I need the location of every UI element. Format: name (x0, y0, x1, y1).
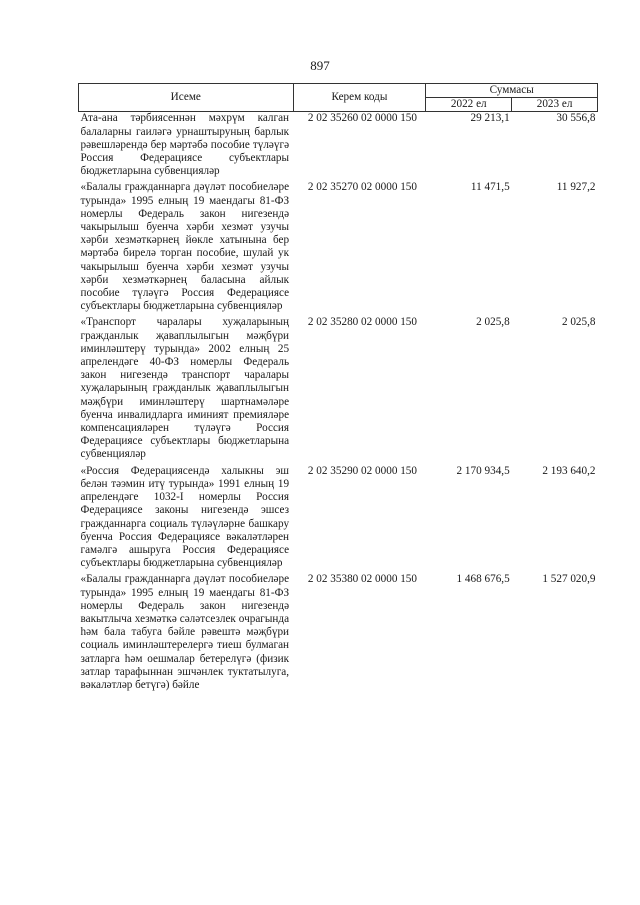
row-value-2023: 2 025,8 (561, 316, 596, 329)
header-code: Керем коды (293, 84, 426, 112)
row-value-2023: 2 193 640,2 (542, 464, 596, 477)
row-name: «Россия Федерациясендә халыкны эш белән тәэмин итү турында» 1991 елның 19 апрелендәге 1032-I номерлы Россия Федерациясе законы нигезендә эшсез гражданнарга социаль түләүләрне башкару буенча Россия Федерациясе вәкаләтләрен гамәлгә ашыруга Россия Федерациясе субъектлары бюджетларына субвенцияләр (80, 464, 290, 570)
row-name: «Транспорт чаралары хуҗаларының гражданлык җаваплылыгын мәҗбүри иминләштерү турында» 2002 елның 25 апрелендәге 40-ФЗ номерлы Федераль закон нигезендә транспорт чаралары хуҗаларының гражданлык җаваплылыгын мәҗбүри иминләштерү шартнамәләре буенча инвалидларга иминият премияләре компенсацияләрен түләүгә Россия Федерациясе субъектлары бюджетларына субвенцияләр (80, 316, 290, 461)
row-code: 2 02 35290 02 0000 150 (307, 464, 417, 477)
header-sums: Суммасы (426, 84, 598, 98)
row-name: Ата-ана тәрбиясеннән мәхрүм калган балаларны гаиләгә урнаштыруның барлык рәвешләрендә бер мәртәбә пособие түләүгә Россия Федерациясе субъектлары бюджетларына субвенцияләр (80, 112, 290, 178)
row-value-2022: 2 170 934,5 (456, 464, 510, 477)
row-value-2022: 1 468 676,5 (456, 573, 510, 586)
table-row (79, 112, 598, 182)
row-value-2023: 11 927,2 (556, 181, 596, 194)
header-name: Исеме (79, 84, 294, 112)
header-year-2023: 2023 ел (512, 98, 598, 112)
row-code: 2 02 35380 02 0000 150 (307, 573, 417, 586)
row-name: «Балалы гражданнарга дәүләт пособиеләре турында» 1995 елның 19 маендагы 81-ФЗ номерлы Федераль закон нигезендә чакырылыш буенча хәрби хезмәт узучы хәрби хезмәткәрнең йөкле хатынына бер мәртәбә бирелә торган пособие, шулай ук чакырылыш буенча хәрби хезмәт узучы хәрби хезмәткәрнең баласына айлык пособие түләүгә Россия Федерациясе субъектлары бюджетларына субвенцияләр (80, 181, 290, 313)
table-row (79, 465, 598, 574)
row-value-2022: 2 025,8 (476, 316, 510, 329)
budget-table (78, 83, 598, 695)
table-row (79, 316, 598, 464)
row-code: 2 02 35280 02 0000 150 (307, 316, 417, 329)
row-value-2023: 30 556,8 (556, 112, 596, 125)
header-year-2022: 2022 ел (426, 98, 512, 112)
row-name: «Балалы гражданнарга дәүләт пособиеләре турында» 1995 елның 19 маендагы 81-ФЗ номерлы Федераль закон нигезендә вакытлыча хезмәткә сәләтсезлек очрагында һәм бала табуга бәйле рәвештә мәҗбүри социаль иминләштерелергә тиеш булмаган затларга һәм оешмалар бетерелүгә (физик затлар тарафыннан эшчәнлек туктатылуга, вәкаләтләр бетүгә) бәйле (80, 573, 290, 691)
row-code: 2 02 35270 02 0000 150 (307, 181, 417, 194)
page-number: 897 (310, 58, 330, 73)
row-value-2022: 11 471,5 (470, 181, 510, 194)
row-value-2023: 1 527 020,9 (542, 573, 596, 586)
table-row (79, 181, 598, 316)
table-row (79, 573, 598, 695)
row-value-2022: 29 213,1 (470, 112, 510, 125)
row-code: 2 02 35260 02 0000 150 (307, 112, 417, 125)
